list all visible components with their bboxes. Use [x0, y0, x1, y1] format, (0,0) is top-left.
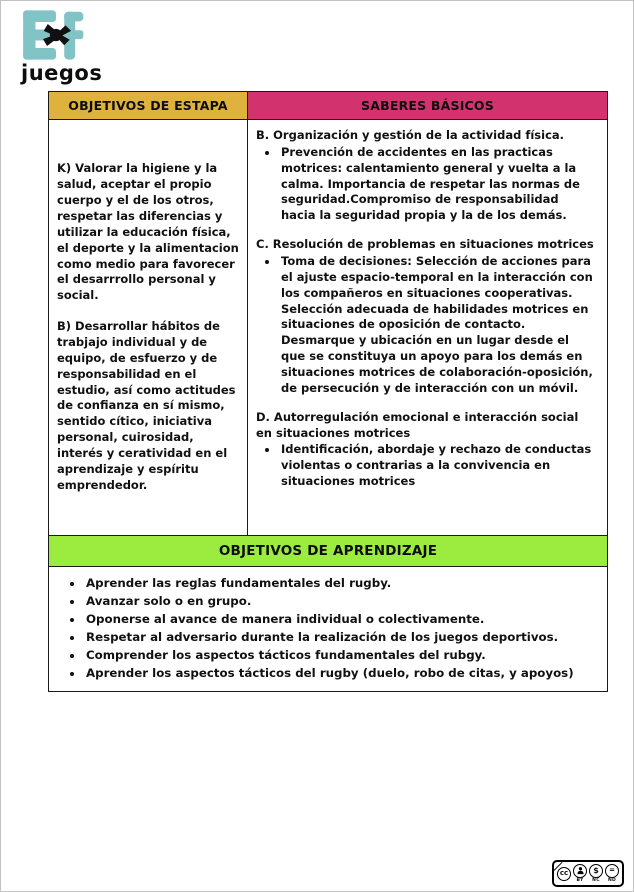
section-heading: C. Resolución de problemas en situaciones motrices — [256, 237, 594, 252]
saberes-section-c — [256, 237, 597, 397]
cc-nc-label: NC — [592, 877, 600, 883]
etapa-paragraph: B) Desarrollar hábitos de trabjajo individual y de equipo, de esfuerzo y de responsabilidad en el estudio, así como actitudes de confianza en sí mismo, sentido cítico, iniciativa personal, cuirosidad, interés y ceratividad en el aprendizaje y espíritu emprendedor. — [57, 319, 236, 492]
saberes-header: SABERES BÁSICOS — [248, 92, 608, 120]
section-heading: D. Autorregulación emocional e interacción social en situaciones motrices — [256, 409, 579, 440]
bullet-item: • Prevención de accidentes en las practicas motrices: calentamiento general y vuelta a la calma. Importancia de respetar las normas de seguridad.Compromiso de responsabilidad hacia la seguridad propia y la de los demás. — [279, 145, 597, 224]
aprendizaje-cell — [49, 567, 608, 692]
section-bullet-list — [256, 145, 597, 224]
etapa-cell — [49, 120, 248, 536]
cc-by-label: BY — [576, 877, 584, 883]
table-header-row — [49, 92, 608, 120]
cc-nd-unit — [605, 864, 619, 884]
section-heading: B. Organización y gestión de la actividad física. — [256, 128, 565, 142]
bullet-item: • Avanzar solo o en grupo. — [84, 593, 597, 611]
bullet-item: • Aprender los aspectos tácticos del rugby (duelo, robo de citas, y apoyos) — [84, 665, 597, 683]
aprendizaje-body-row — [49, 567, 608, 692]
brand-name: juegos — [21, 61, 103, 85]
cc-icon — [557, 867, 571, 881]
cc-nc-unit — [589, 864, 603, 884]
bullet-item: • Aprender las reglas fundamentales del rugby. — [84, 575, 597, 593]
saberes-cell — [248, 120, 608, 536]
aprendizaje-bullet-list — [57, 575, 597, 683]
cc-nd-equals-icon: = — [605, 864, 619, 878]
bullet-item: • Identificación, abordaje y rechazo de conductas violentas o contrarias a la convivencia en situaciones motrices — [279, 442, 597, 490]
bullet-item: • Oponerse al avance de manera individual o colectivamente. — [84, 611, 597, 629]
saberes-section-d — [256, 410, 597, 490]
saberes-section-b — [256, 128, 597, 224]
aprendizaje-header-row — [49, 536, 608, 567]
bullet-item: • Toma de decisiones: Selección de acciones para el ajuste espacio-temporal en la interacción con los compañeros en situaciones cooperativas. Selección adecuada de habilidades motrices en situaciones de oposición de contacto. Desmarque y ubicación en un lugar desde el que se constituya un apoyo para los demás en situaciones motrices de colaboración-oposición, de persecución y de interacción con un móvil. — [279, 254, 597, 397]
section-bullet-list — [256, 442, 597, 490]
ef-juegos-logo — [21, 9, 131, 84]
etapa-paragraph: K) Valorar la higiene y la salud, aceptar el propio cuerpo y el de los otros, respetar las diferencias y utilizar la educación física, el deporte y la alimentacion como medio para favorecer el desarrrollo personal y social. — [57, 161, 239, 303]
cc-nc-dollar-icon: $ — [589, 864, 603, 878]
cc-license-badge — [552, 860, 624, 887]
bullet-item: • Respetar al adversario durante la realización de los juegos deportivos. — [84, 629, 597, 647]
cc-logo-icon: cc — [557, 867, 571, 881]
etapa-header: OBJETIVOS DE ESTAPA — [49, 92, 248, 120]
cc-by-unit — [573, 864, 587, 884]
cc-by-person-icon — [573, 864, 587, 878]
aprendizaje-header: OBJETIVOS DE APRENDIZAJE — [49, 536, 608, 567]
table-body-row — [49, 120, 608, 536]
bullet-item: • Comprender los aspectos tácticos fundamentales del rubgy. — [84, 647, 597, 665]
section-bullet-list — [256, 254, 597, 397]
cc-nd-label: ND — [607, 877, 617, 883]
lesson-plan-table — [48, 91, 608, 692]
ef-logo-icon — [21, 9, 91, 61]
